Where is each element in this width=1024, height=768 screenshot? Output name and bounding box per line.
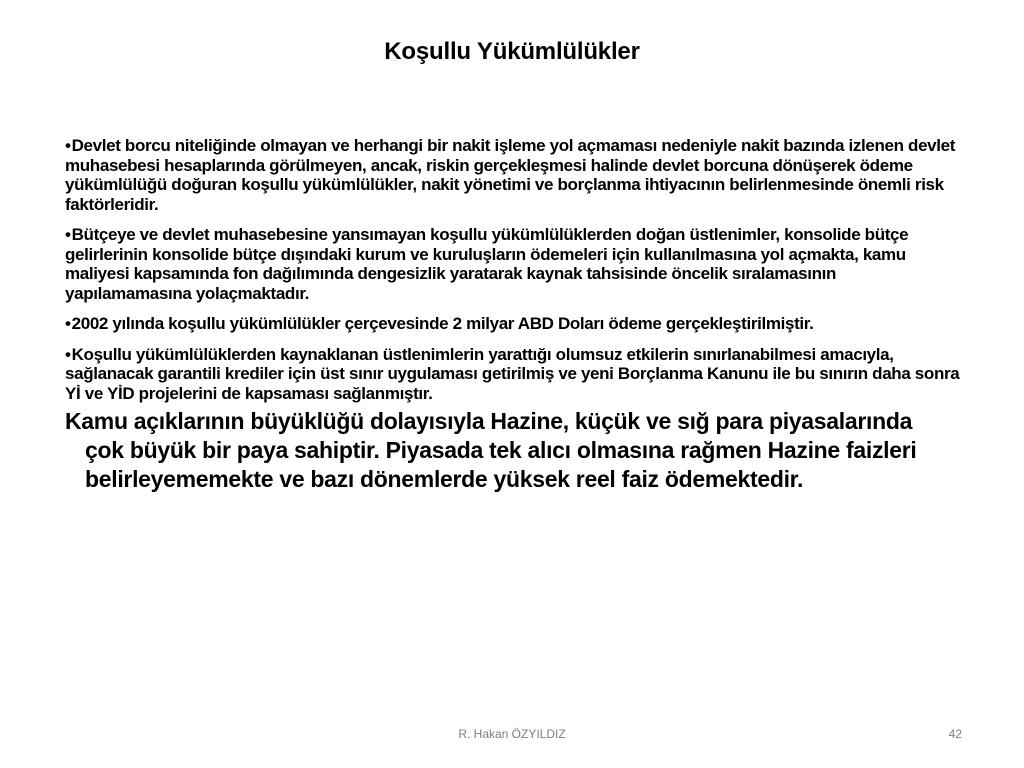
bullet-text: Devlet borcu niteliğinde olmayan ve herhangi bir nakit işleme yol açmaması nedeniyle nakit bazında izlenen devlet muhasebesi hesaplarında görülmeyen, ancak, riskin gerçekleşmesi halinde devlet borcuna dönüşerek ödeme yükümlülüğü doğuran koşullu yükümlülükler, nakit yönetimi ve borçlanma ihtiyacının belirlenmesinde önemli risk faktörleridir.: [65, 136, 956, 214]
bullet-item: [65, 345, 965, 404]
bullet-item: [65, 136, 965, 214]
bullet-text: 2002 yılında koşullu yükümlülükler çerçevesinde 2 milyar ABD Doları ödeme gerçekleştirilmiştir.: [71, 314, 814, 333]
footer-author: R. Hakan ÖZYILDIZ: [458, 727, 566, 741]
page-number: 42: [948, 727, 962, 741]
bullet-item: [65, 225, 965, 303]
bullet-marker: •: [65, 344, 71, 364]
bullet-item: [65, 314, 965, 334]
emphasis-paragraph: Kamu açıklarının büyüklüğü dolayısıyla Hazine, küçük ve sığ para piyasalarında çok büyük bir paya sahiptir. Piyasada tek alıcı olmasına rağmen Hazine faizleri belirleyememekte ve bazı dönemlerde yüksek reel faiz ödemektedir.: [65, 408, 917, 492]
slide-title: Koşullu Yükümlülükler: [384, 38, 640, 65]
bullet-text: Bütçeye ve devlet muhasebesine yansımayan koşullu yükümlülüklerden doğan üstlenimler, konsolide bütçe gelirlerinin konsolide bütçe dışındaki kurum ve kuruluşların ödemeleri için kullanılmasına yol açmakta, kamu maliyesi kapsamında fon dağılımında dengesizlik yaratarak kaynak tahsisinde öncelik sıralamasının yapılamamasına yolaçmaktadır.: [65, 225, 909, 303]
bullet-text: Koşullu yükümlülüklerden kaynaklanan üstlenimlerin yarattığı olumsuz etkilerin sınırlanabilmesi amacıyla, sağlanacak garantili krediler için üst sınır uygulaması getirilmiş ve yeni Borçlanma Kanunu ile bu sınırın daha sonra Yİ ve YİD projelerini de kapsaması sağlanmıştır.: [65, 344, 960, 403]
slide-content: [65, 136, 965, 494]
bullet-marker: •: [65, 225, 71, 244]
bullet-marker: •: [65, 314, 71, 333]
bullet-marker: •: [65, 136, 71, 155]
